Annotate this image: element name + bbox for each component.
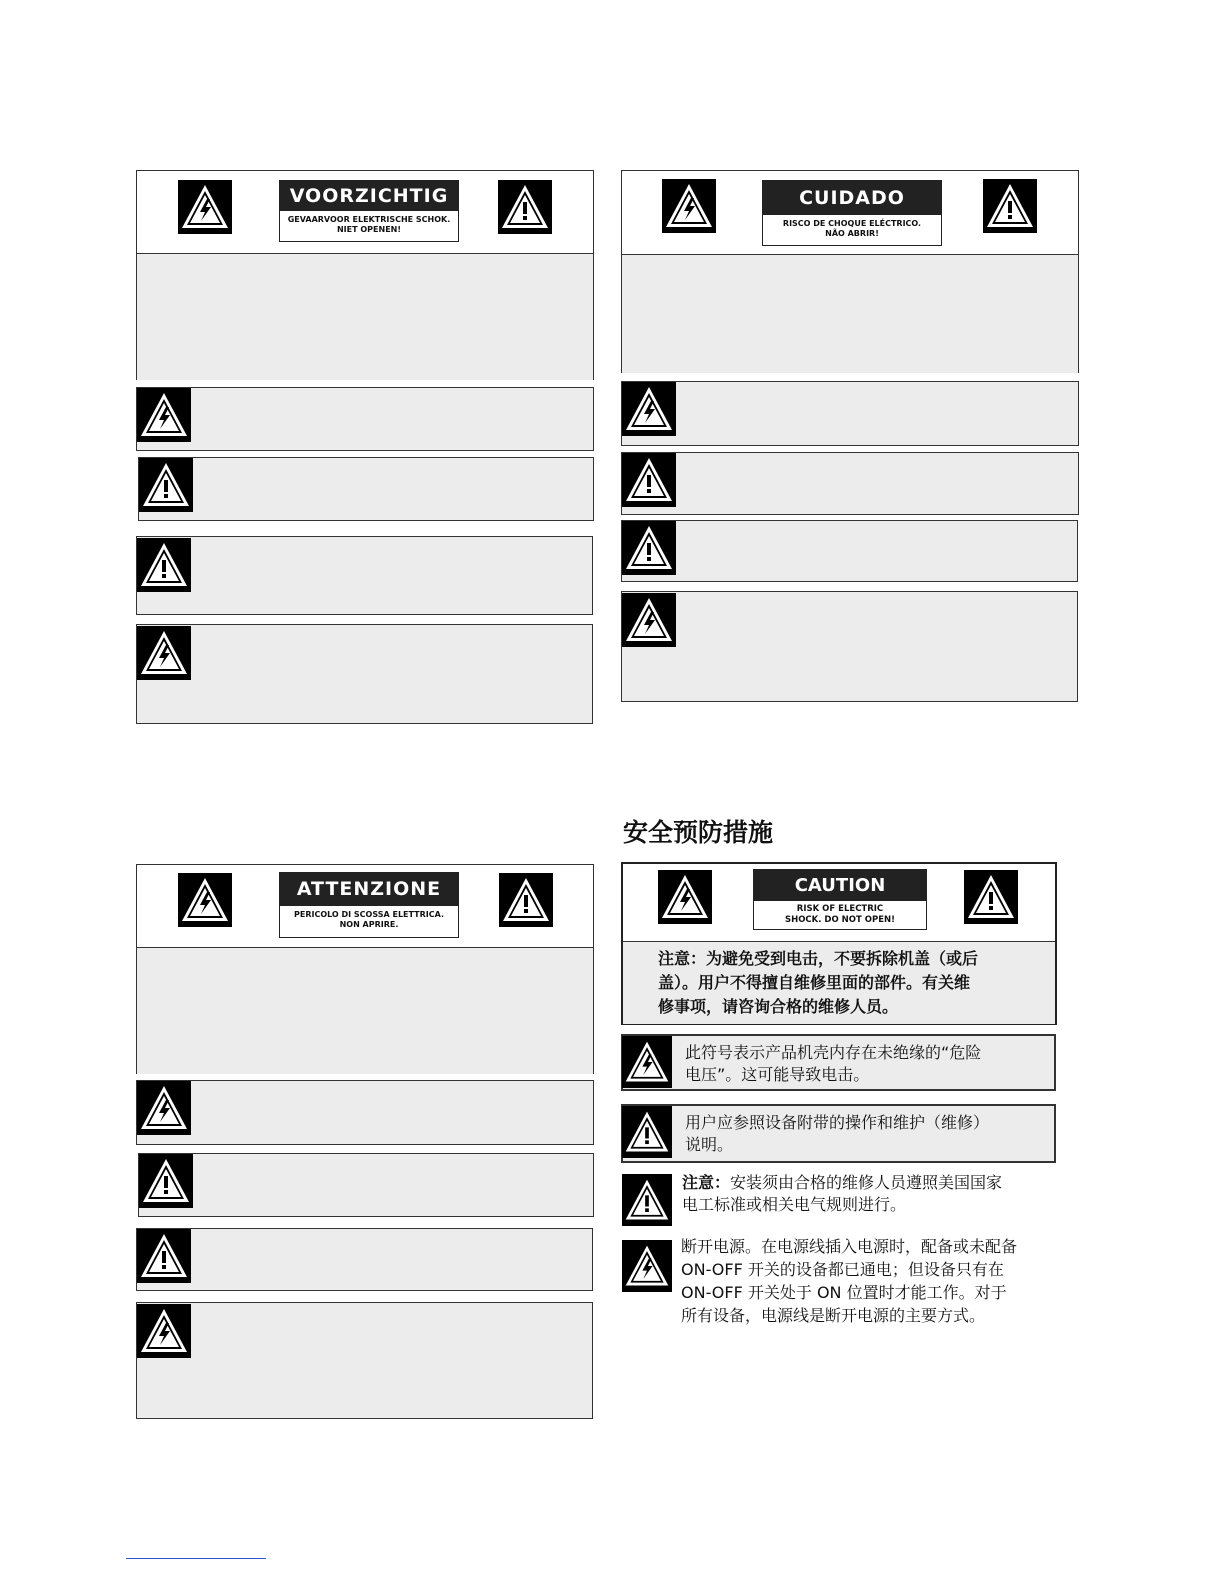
it-caution-heading: ATTENZIONE: [280, 873, 458, 906]
lightning-bolt-warning-icon: [178, 180, 232, 234]
pt-note-1: [621, 381, 1079, 446]
zh-note-1-text: [685, 1042, 981, 1086]
pt-caution-body: [622, 254, 1078, 373]
lightning-bolt-warning-icon: [622, 1240, 672, 1292]
pt-caution-label: [762, 180, 942, 246]
nl-note-1: [136, 387, 594, 451]
zh-section-title: 安全预防措施: [623, 818, 774, 847]
exclamation-warning-icon: [622, 1174, 672, 1226]
zh-caution-label: [753, 869, 927, 930]
lightning-bolt-warning-icon: [137, 388, 191, 442]
it-caution-sub-line2: NON APRIRE.: [339, 920, 399, 929]
zh-note-4-text: [681, 1235, 1017, 1327]
exclamation-warning-icon: [622, 1106, 672, 1158]
pt-note-2: [621, 452, 1079, 515]
footnote-separator: [126, 1558, 266, 1559]
zh-note-4-line3: ON-OFF 开关处于 ON 位置时才能工作。对于: [681, 1283, 1007, 1302]
exclamation-warning-icon: [622, 453, 676, 507]
nl-caution-sub-line2: NIET OPENEN!: [336, 225, 401, 234]
zh-caution-line3: 修事项，请咨询合格的维修人员。: [658, 997, 899, 1016]
pt-note-4: [621, 591, 1078, 702]
lightning-bolt-warning-icon: [662, 179, 716, 233]
nl-note-2: [138, 457, 594, 521]
exclamation-warning-icon: [622, 521, 676, 575]
zh-caution-line1: 注意：为避免受到电击，不要拆除机盖（或后: [658, 949, 979, 968]
pt-caution-sub-line1: RISCO DE CHOQUE ELÉCTRICO.: [782, 219, 922, 228]
nl-caution-body: [137, 253, 593, 380]
zh-note-1-line1: 此符号表示产品机壳内存在未绝缘的“危险: [685, 1043, 982, 1062]
nl-note-4: [136, 624, 593, 724]
nl-caution-sub-line1: GEVAARVOOR ELEKTRISCHE SCHOK.: [287, 215, 451, 224]
exclamation-warning-icon: [139, 458, 193, 512]
nl-caution-heading: VOORZICHTIG: [280, 181, 458, 211]
zh-note-2-line2: 说明。: [685, 1135, 734, 1154]
lightning-bolt-warning-icon: [622, 382, 676, 436]
lightning-bolt-warning-icon: [622, 593, 676, 647]
zh-note-3-text: [682, 1172, 1002, 1216]
it-caution-sub-line1: PERICOLO DI SCOSSA ELETTRICA.: [293, 910, 445, 919]
exclamation-warning-icon: [498, 180, 552, 234]
zh-note-4-line2: ON-OFF 开关的设备都已通电；但设备只有在: [681, 1260, 1004, 1279]
nl-note-3: [136, 536, 593, 615]
lightning-bolt-warning-icon: [137, 1081, 191, 1135]
zh-caution-text: [658, 947, 978, 1019]
lightning-bolt-warning-icon: [137, 1304, 191, 1358]
zh-note-3-line1: 安装须由合格的维修人员遵照美国国家: [730, 1173, 1003, 1192]
zh-note-1-line2: 电压”。这可能导致电击。: [685, 1065, 870, 1084]
lightning-bolt-warning-icon: [137, 626, 191, 680]
lightning-bolt-warning-icon: [658, 870, 712, 924]
it-caution-label: [279, 872, 459, 938]
lightning-bolt-warning-icon: [178, 873, 232, 927]
it-note-4: [136, 1302, 593, 1419]
zh-note-2-text: [685, 1112, 989, 1156]
zh-note-2-line1: 用户应参照设备附带的操作和维护（维修）: [685, 1113, 990, 1132]
zh-note-4-line4: 所有设备，电源线是断开电源的主要方式。: [681, 1306, 986, 1325]
pt-note-3: [621, 520, 1078, 582]
exclamation-warning-icon: [964, 870, 1018, 924]
exclamation-warning-icon: [499, 873, 553, 927]
pt-caution-sub-line2: NÃO ABRIR!: [825, 229, 879, 238]
zh-caution-heading: CAUTION: [754, 870, 926, 901]
nl-caution-label: [279, 180, 459, 242]
it-caution-body: [137, 947, 593, 1074]
zh-note-3-bold: 注意：: [682, 1173, 731, 1192]
zh-note-3-line2: 电工标准或相关电气规则进行。: [682, 1195, 907, 1214]
it-note-3: [136, 1228, 593, 1291]
zh-caution-sub-line2: SHOCK. DO NOT OPEN!: [784, 914, 896, 925]
exclamation-warning-icon: [137, 538, 191, 592]
exclamation-warning-icon: [139, 1154, 193, 1208]
it-note-1: [136, 1080, 594, 1145]
pt-caution-heading: CUIDADO: [763, 181, 941, 215]
lightning-bolt-warning-icon: [622, 1036, 672, 1088]
zh-caution-line2: 盖）。用户不得擅自维修里面的部件。有关维: [658, 973, 971, 992]
exclamation-warning-icon: [137, 1229, 191, 1283]
it-note-2: [138, 1153, 594, 1217]
zh-caution-sub-line1: RISK OF ELECTRIC: [796, 904, 884, 914]
zh-note-4-line1: 断开电源。在电源线插入电源时，配备或未配备: [681, 1237, 1018, 1256]
exclamation-warning-icon: [983, 179, 1037, 233]
